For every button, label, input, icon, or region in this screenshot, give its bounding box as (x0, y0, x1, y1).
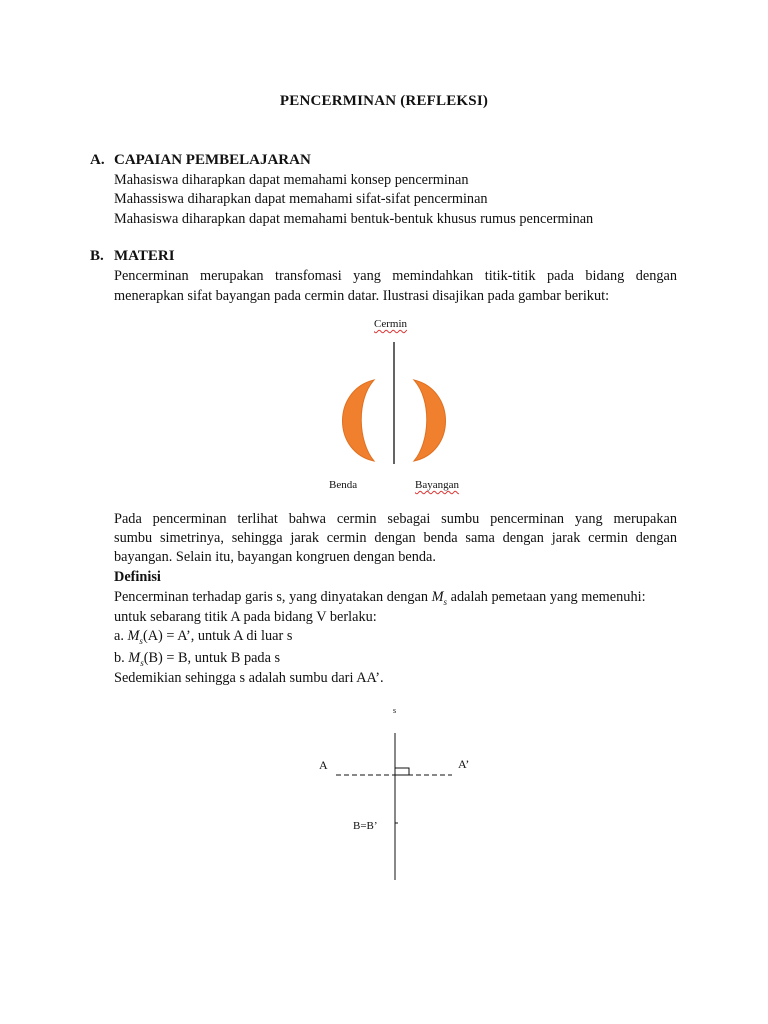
section-a-item-2: Mahassiswa diharapkan dapat memahami sifat-sifat pencerminan (114, 191, 488, 207)
definition-heading: Definisi (114, 569, 161, 585)
mirror-figure (320, 338, 480, 478)
section-b-intro-line-2: menerapkan sifat bayangan pada cermin datar. Ilustrasi disajikan pada gambar berikut: (114, 288, 610, 304)
axis-diagram (300, 725, 500, 890)
axis-label: s (393, 706, 397, 715)
definition-line-1-text: Pencerminan terhadap garis s, yang dinyatakan dengan (114, 589, 432, 605)
right-angle-marker (395, 768, 409, 775)
section-b-letter: B. (90, 248, 104, 264)
mapping-symbol: M (127, 628, 140, 644)
definition-line-2: untuk sebarang titik A pada bidang V berlaku: (114, 609, 377, 625)
definition-line-1-end: adalah pemetaan yang memenuhi: (447, 589, 646, 605)
mapping-symbol: M (431, 589, 444, 605)
definition-line-1 (114, 589, 646, 607)
image-shape (414, 380, 446, 461)
section-b-heading (90, 248, 175, 265)
definition-item-a (114, 628, 292, 646)
mapping-symbol: M (128, 650, 141, 666)
object-label: Benda (329, 479, 358, 491)
item-b-prefix: b. (114, 650, 129, 666)
paragraph-2-line-3: bayangan. Selain itu, bayangan kongruen dengan benda. (114, 549, 436, 565)
item-a-prefix: a. (114, 628, 128, 644)
item-b-text: (B) = B, untuk B pada s (143, 650, 281, 666)
paragraph-2-line-2: sumbu simetrinya, sehingga jarak cermin dengan benda sama dengan jarak cermin dengan (114, 530, 677, 546)
definition-item-b (114, 650, 280, 668)
section-a-title: CAPAIAN PEMBELAJARAN (114, 152, 311, 168)
object-shape (343, 380, 375, 461)
point-b-label: B=B’ (353, 820, 378, 832)
section-a-heading (90, 152, 311, 169)
point-a-prime-label: A’ (458, 757, 470, 771)
point-a-label: A (319, 758, 328, 772)
section-a-item-3: Mahasiswa diharapkan dapat memahami bentuk-bentuk khusus rumus pencerminan (114, 211, 594, 227)
image-label: Bayangan (415, 479, 459, 491)
section-a-item-1: Mahasiswa diharapkan dapat memahami konsep pencerminan (114, 172, 469, 188)
section-b-title: MATERI (114, 248, 175, 264)
mapping-subscript: s (139, 635, 143, 646)
section-b-intro-line-1: Pencerminan merupakan transfomasi yang memindahkan titik-titik pada bidang dengan (114, 268, 677, 284)
paragraph-2-line-1: Pada pencerminan terlihat bahwa cermin sebagai sumbu pencerminan yang merupakan (114, 511, 677, 527)
definition-closing: Sedemikian sehingga s adalah sumbu dari AA’. (114, 670, 384, 686)
mapping-subscript: s (140, 657, 144, 668)
section-a-letter: A. (90, 152, 105, 168)
page-title: PENCERMINAN (REFLEKSI) (279, 93, 489, 109)
mapping-subscript: s (443, 596, 448, 607)
mirror-label: Cermin (374, 318, 407, 330)
item-a-text: (A) = A’, untuk A di luar s (142, 628, 293, 644)
